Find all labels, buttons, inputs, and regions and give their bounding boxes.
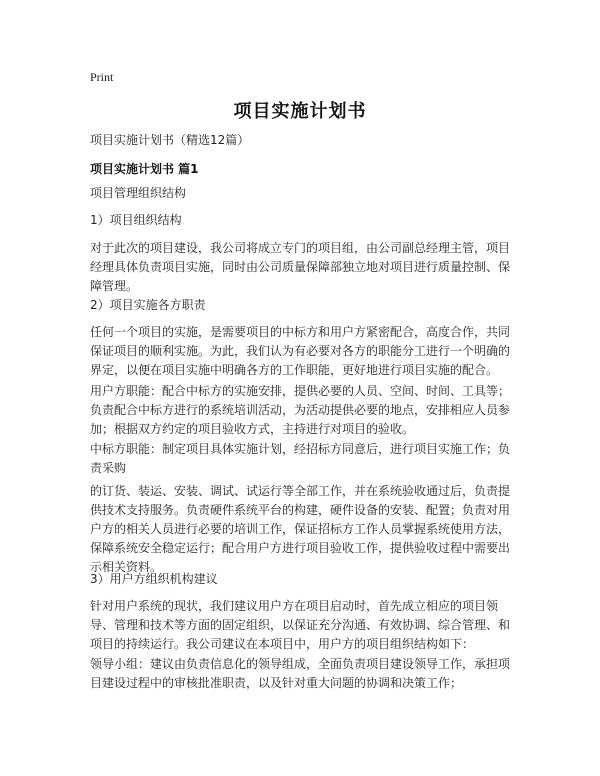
heading-responsibilities: 2）项目实施各方职责 [90,298,206,312]
paragraph-user-duties: 用户方职能：配合中标方的实施安排，提供必要的人员、空间、时间、工具等；负责配合中标方进行的系统培训活动，为活动提供必要的地点，安排相应人员参加；根据双方约定的项目验收方式，主持进行对项目的验收。 [90,384,511,436]
document-title: 项目实施计划书 [233,101,367,122]
heading-user-org-suggestion: 3）用户方组织机构建议 [90,572,218,586]
paragraph-leadership-group: 领导小组：建议由负责信息化的领导组成，全面负责项目建设领导工作，承担项目建设过程中的审核批准职责，以及针对重大问题的协调和决策工作； [90,657,511,690]
paragraph-procurement: 的订货、装运、安装、调试、试运行等全部工作，并在系统验收通过后，负责提供技术支持服务。负责硬件系统平台的构建，硬件设备的安装、配置；负责对用户方的相关人员进行必要的培训工作，保证招标方工作人员掌握系统使用方法，保障系统安全稳定运行；配合用户方进行项目验收工作，提供验收过程中需要出示相关资料。 [90,484,511,574]
section-title: 项目实施计划书 篇1 [90,162,199,176]
paragraph-responsibilities: 任何一个项目的实施，是需要项目的中标方和用户方紧密配合，高度合作，共同保证项目的顺利实施。为此，我们认为有必要对各方的职能分工进行一个明确的界定，以便在项目实施中明确各方的工作职能，更好地进行项目实施的配合。 [90,325,511,377]
document-subtitle: 项目实施计划书（精选12篇） [90,133,250,147]
heading-org-structure: 1）项目组织结构 [90,213,182,227]
paragraph-org-structure: 对于此次的项目建设，我公司将成立专门的项目组，由公司副总经理主管，项目经理具体负责项目实施，同时由公司质量保障部独立地对项目进行质量控制、保障管理。 [90,241,511,293]
heading-project-management: 项目管理组织结构 [90,186,187,200]
paragraph-user-org-suggestion: 针对用户系统的现状，我们建议用户方在项目启动时，首先成立相应的项目领导、管理和技术等方面的固定组织，以保证充分沟通、有效协调、综合管理、和项目的持续运行。我公司建议在本项目中，用户方的项目组织结构如下： [90,599,511,651]
paragraph-bidder-duties: 中标方职能：制定项目具体实施计划，经招标方同意后，进行项目实施工作；负责采购 [90,442,511,475]
print-link[interactable]: Print [90,70,114,84]
